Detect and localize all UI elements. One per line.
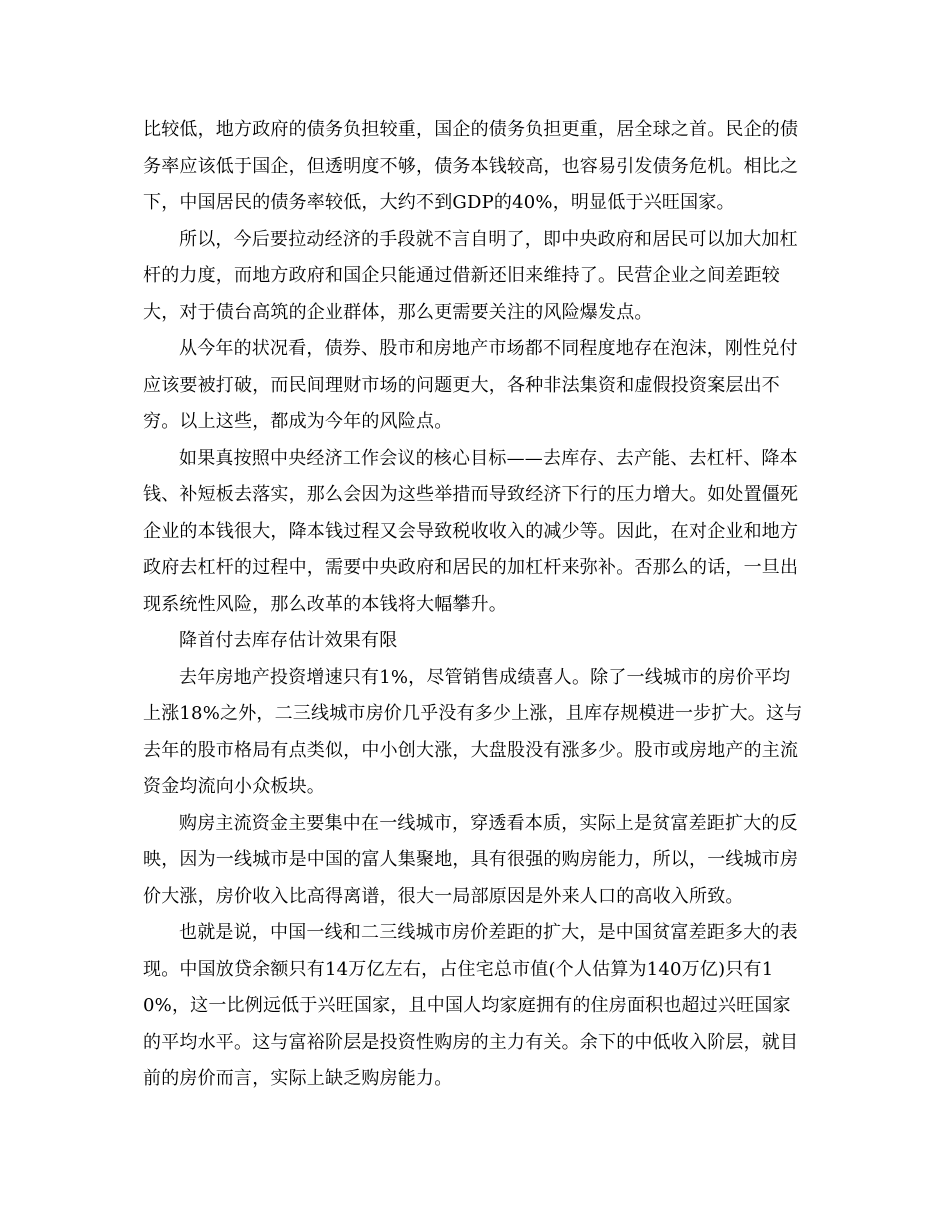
paragraph-core-targets: 如果真按照中央经济工作会议的核心目标——去库存、去产能、去杠杆、降本钱、补短板去落实，那么会因为这些举措而导致经济下行的压力增大。如处置僵死企业的本钱很大，降本钱过程又会导致税收收入的减少等。因此，在对企业和地方政府去杠杆的过程中，需要中央政府和居民的加杠杆来弥补。否那么的话，一旦出现系统性风险，那么改革的本钱将大幅攀升。 — [143, 447, 799, 615]
paragraph-first-tier-cities: 购房主流资金主要集中在一线城市，穿透看本质，实际上是贫富差距扩大的反映，因为一线城市是中国的富人集聚地，具有很强的购房能力，所以，一线城市房价大涨，房价收入比高得离谱，很大一局部原因是外来人口的高收入所致。 — [143, 812, 799, 907]
paragraph-risk-points: 从今年的状况看，债券、股市和房地产市场都不同程度地存在泡沫，刚性兑付应该要被打破，而民间理财市场的问题更大，各种非法集资和虚假投资案层出不穷。以上这些，都成为今年的风险点。 — [143, 338, 798, 432]
paragraph-debt-ratios: 比较低，地方政府的债务负担较重，国企的债务负担更重，居全球之首。民企的债务率应该低于国企，但透明度不够，债务本钱较高，也容易引发债务危机。相比之下，中国居民的债务率较低，大约不到GDP的40%，明显低于兴旺国家。 — [143, 119, 799, 213]
paragraph-leverage-means: 所以，今后要拉动经济的手段就不言自明了，即中央政府和居民可以加大加杠杆的力度，而地方政府和国企只能通过借新还旧来维持了。民营企业之间差距较大，对于债台高筑的企业群体，那么更需要关注的风险爆发点。 — [143, 228, 798, 323]
section-heading: 降首付去库存估计效果有限 — [179, 630, 398, 651]
article-body — [143, 112, 807, 1098]
paragraph-real-estate-investment: 去年房地产投资增速只有1%，尽管销售成绩喜人。除了一线城市的房价平均上涨18%之外，二三线城市房价几乎没有多少上涨，且库存规模进一步扩大。这与去年的股市格局有点类似，中小创大涨，大盘股没有涨多少。股市或房地产的主流资金均流向小众板块。 — [143, 666, 803, 797]
paragraph-wealth-gap: 也就是说，中国一线和二三线城市房价差距的扩大，是中国贫富差距多大的表现。中国放贷余额只有14万亿左右，占住宅总市值(个人估算为140万亿)只有10%，这一比例远低于兴旺国家，且中国人均家庭拥有的住房面积也超过兴旺国家的平均水平。这与富裕阶层是投资性购房的主力有关。余下的中低收入阶层，就目前的房价而言，实际上缺乏购房能力。 — [143, 922, 799, 1089]
